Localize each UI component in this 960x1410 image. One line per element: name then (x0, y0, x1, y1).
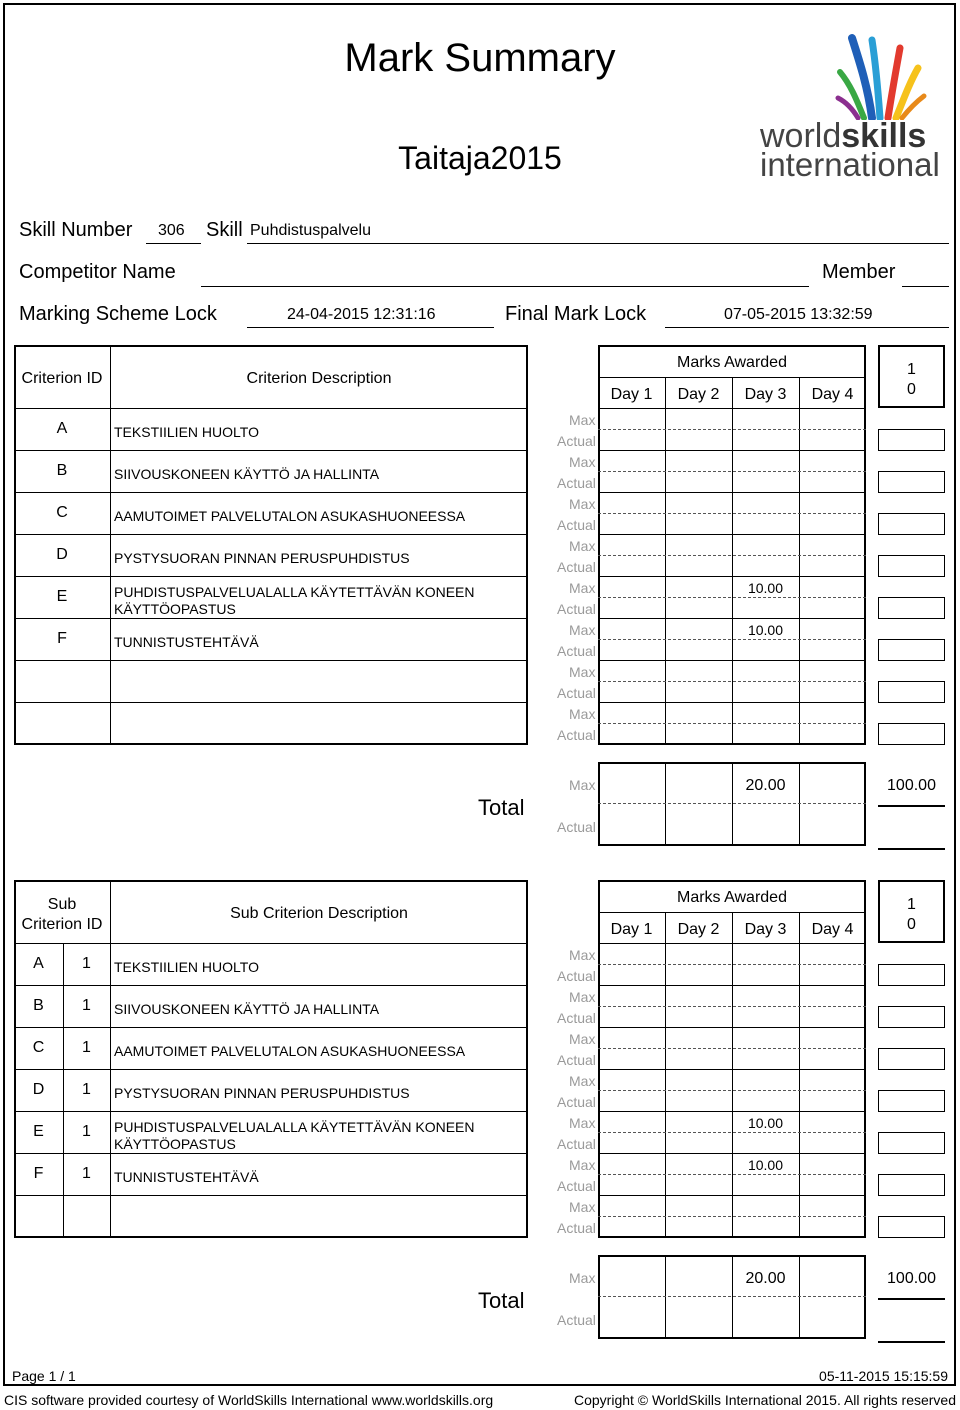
sub-total-award-header: 1 0 (907, 896, 916, 933)
criterion-row-actual-label: Actual (557, 475, 596, 491)
sub-total-label: Total (478, 1288, 525, 1313)
sub-criterion-row-actual-label: Actual (557, 1220, 596, 1236)
criterion-row-max-label: Max (569, 706, 596, 722)
sub-criterion-row-description: TUNNISTUSTEHTÄVÄ (114, 1169, 259, 1185)
criterion-row-total-award-box (878, 513, 945, 535)
print-timestamp: 05-11-2015 15:15:59 (819, 1368, 948, 1384)
sub-criterion-row-sub: 1 (82, 1123, 91, 1140)
sub-criterion-row-description: SIIVOUSKONEEN KÄYTTÖ JA HALLINTA (114, 1001, 380, 1017)
sub-criterion-row-total-award-box (878, 1090, 945, 1112)
sub-criterion-row-actual-label: Actual (557, 1094, 596, 1110)
sub-criterion-row-actual-label: Actual (557, 1010, 596, 1026)
logo-text-top: worldskills (760, 117, 927, 155)
sub-criterion-row-actual-label: Actual (557, 968, 596, 984)
sub-criterion-row-max-label: Max (569, 1073, 596, 1089)
sub-day-2-header: Day 2 (677, 921, 720, 938)
criterion-row-id: F (57, 630, 67, 647)
criterion-row-max-label: Max (569, 580, 596, 596)
courtesy-text: CIS software provided courtesy of WorldSkills International www.worldskills.org (4, 1392, 494, 1408)
sub-criterion-row-id: A (33, 955, 44, 972)
criterion-row-actual-label: Actual (557, 601, 596, 617)
sub-criterion-row-id: C (32, 1039, 45, 1056)
criterion-row-max-label: Max (569, 496, 596, 512)
sub-criterion-row-max-label: Max (569, 1199, 596, 1215)
final-mark-lock-value: 07-05-2015 13:32:59 (724, 306, 873, 323)
logo-ribbons (760, 28, 930, 120)
criterion-row-actual-label: Actual (557, 643, 596, 659)
criterion-total-actual-label: Actual (557, 819, 596, 835)
sub-criterion-row-id: F (33, 1165, 44, 1182)
total-award-header: 1 0 (907, 361, 916, 398)
sub-criterion-row-sub: 1 (82, 1081, 91, 1098)
sub-criterion-row-max-label: Max (569, 1031, 596, 1047)
sub-criterion-row-max-label: Max (569, 1115, 596, 1131)
criterion-row-actual-label: Actual (557, 517, 596, 533)
criterion-row-day3-max: 10.00 (747, 580, 784, 596)
sub-criterion-row-max-label: Max (569, 989, 596, 1005)
page-title: Mark Summary (344, 36, 616, 80)
sub-criterion-row-sub: 1 (82, 1039, 91, 1056)
criterion-row-description: PYSTYSUORAN PINNAN PERUSPUHDISTUS (114, 550, 410, 566)
sub-criterion-row-actual-label: Actual (557, 1136, 596, 1152)
sub-criterion-row-actual-label: Actual (557, 1178, 596, 1194)
criterion-frame (14, 345, 528, 745)
criterion-row-description: TEKSTIILIEN HUOLTO (114, 424, 259, 440)
sub-criterion-row-id: D (32, 1081, 45, 1098)
criterion-row-id: C (56, 504, 68, 521)
sub-criterion-row-description: PUHDISTUSPALVELUALALLA KÄYTETTÄVÄN KONEEN KÄYTTÖOPASTUS (114, 1119, 475, 1152)
criterion-row-max-label: Max (569, 412, 596, 428)
sub-criterion-row-description: TEKSTIILIEN HUOLTO (114, 959, 259, 975)
criterion-row-actual-label: Actual (557, 727, 596, 743)
sub-total-day3: 20.00 (745, 1270, 786, 1287)
criterion-total-label: Total (478, 795, 525, 820)
criterion-row-id: B (56, 462, 68, 479)
sub-total-actual-label: Actual (557, 1312, 596, 1328)
sub-criterion-row-max-label: Max (569, 947, 596, 963)
criterion-row-max-label: Max (569, 454, 596, 470)
sub-criterion-row-max-label: Max (569, 1157, 596, 1173)
sub-criterion-row-total-award-box (878, 1048, 945, 1070)
sub-day-3-header: Day 3 (744, 921, 787, 938)
sub-criterion-row-total-award-box (878, 1132, 945, 1154)
final-mark-lock-label: Final Mark Lock (505, 303, 647, 325)
sub-criterion-row-id: E (33, 1123, 44, 1140)
criterion-row-day3-max: 10.00 (747, 622, 784, 638)
criterion-row-description: PUHDISTUSPALVELUALALLA KÄYTETTÄVÄN KONEEN KÄYTTÖOPASTUS (114, 584, 475, 617)
sub-criterion-row-id: B (33, 997, 44, 1014)
criterion-row-actual-label: Actual (557, 433, 596, 449)
criterion-row-total-award-box (878, 471, 945, 493)
logo-text-bottom: international (760, 146, 940, 183)
sub-criterion-row-total-award-box (878, 1216, 945, 1238)
criterion-row-total-award-box (878, 639, 945, 661)
criterion-description-header: Criterion Description (246, 370, 392, 387)
criterion-row-id: D (56, 546, 68, 563)
day-2-header: Day 2 (677, 386, 720, 403)
criterion-row-total-award-box (878, 429, 945, 451)
sub-criterion-id-header: Sub Criterion ID (21, 896, 103, 933)
criterion-row-max-label: Max (569, 664, 596, 680)
skill-label: Skill (206, 219, 243, 241)
criterion-row-max-label: Max (569, 622, 596, 638)
marking-scheme-lock-value: 24-04-2015 12:31:16 (287, 306, 436, 323)
criterion-row-total-award-box (878, 681, 945, 703)
criterion-row-total-award-box (878, 723, 945, 745)
member-label: Member (822, 261, 896, 283)
sub-criterion-row-sub: 1 (82, 955, 91, 972)
sub-criterion-row-description: PYSTYSUORAN PINNAN PERUSPUHDISTUS (114, 1085, 410, 1101)
worldskills-logo (760, 28, 940, 183)
sub-criterion-row-total-award-box (878, 1174, 945, 1196)
criterion-row-total-award-box (878, 597, 945, 619)
day-4-header: Day 4 (811, 386, 854, 403)
marking-scheme-lock-label: Marking Scheme Lock (19, 303, 217, 325)
criterion-row-total-award-box (878, 555, 945, 577)
sub-criterion-row-day3-max: 10.00 (747, 1157, 784, 1173)
criterion-total-award: 100.00 (887, 777, 936, 794)
event-name: Taitaja2015 (398, 140, 562, 176)
sub-criterion-row-sub: 1 (82, 997, 91, 1014)
sub-criterion-row-total-award-box (878, 964, 945, 986)
sub-day-1-header: Day 1 (610, 921, 653, 938)
criterion-row-id: E (56, 588, 68, 605)
skill-name-value: Puhdistuspalvelu (250, 222, 371, 239)
copyright-text: Copyright © WorldSkills International 2015. All rights reserved (573, 1392, 956, 1408)
sub-criterion-row-day3-max: 10.00 (747, 1115, 784, 1131)
criterion-total-day3: 20.00 (745, 777, 786, 794)
criterion-row-description: TUNNISTUSTEHTÄVÄ (114, 634, 259, 650)
marks-awarded-header: Marks Awarded (677, 354, 787, 371)
skill-number-value: 306 (158, 222, 185, 239)
day-3-header: Day 3 (744, 386, 787, 403)
sub-criterion-row-actual-label: Actual (557, 1052, 596, 1068)
criterion-row-description: AAMUTOIMET PALVELUTALON ASUKASHUONEESSA (114, 508, 466, 524)
sub-criterion-description-header: Sub Criterion Description (230, 905, 408, 922)
criterion-total-max-label: Max (569, 777, 596, 793)
page-number: Page 1 / 1 (12, 1368, 76, 1384)
criterion-row-description: SIIVOUSKONEEN KÄYTTÖ JA HALLINTA (114, 466, 380, 482)
criterion-id-header: Criterion ID (21, 370, 103, 387)
sub-marks-awarded-header: Marks Awarded (677, 889, 787, 906)
sub-day-4-header: Day 4 (811, 921, 854, 938)
sub-criterion-row-sub: 1 (82, 1165, 91, 1182)
competitor-name-label: Competitor Name (19, 261, 176, 283)
criterion-row-actual-label: Actual (557, 559, 596, 575)
sub-criterion-row-total-award-box (878, 1006, 945, 1028)
criterion-row-id: A (56, 420, 68, 437)
sub-total-award: 100.00 (887, 1270, 936, 1287)
day-1-header: Day 1 (610, 386, 653, 403)
sub-criterion-row-description: AAMUTOIMET PALVELUTALON ASUKASHUONEESSA (114, 1043, 466, 1059)
criterion-row-actual-label: Actual (557, 685, 596, 701)
skill-number-label: Skill Number (19, 219, 133, 241)
sub-total-max-label: Max (569, 1270, 596, 1286)
criterion-row-max-label: Max (569, 538, 596, 554)
